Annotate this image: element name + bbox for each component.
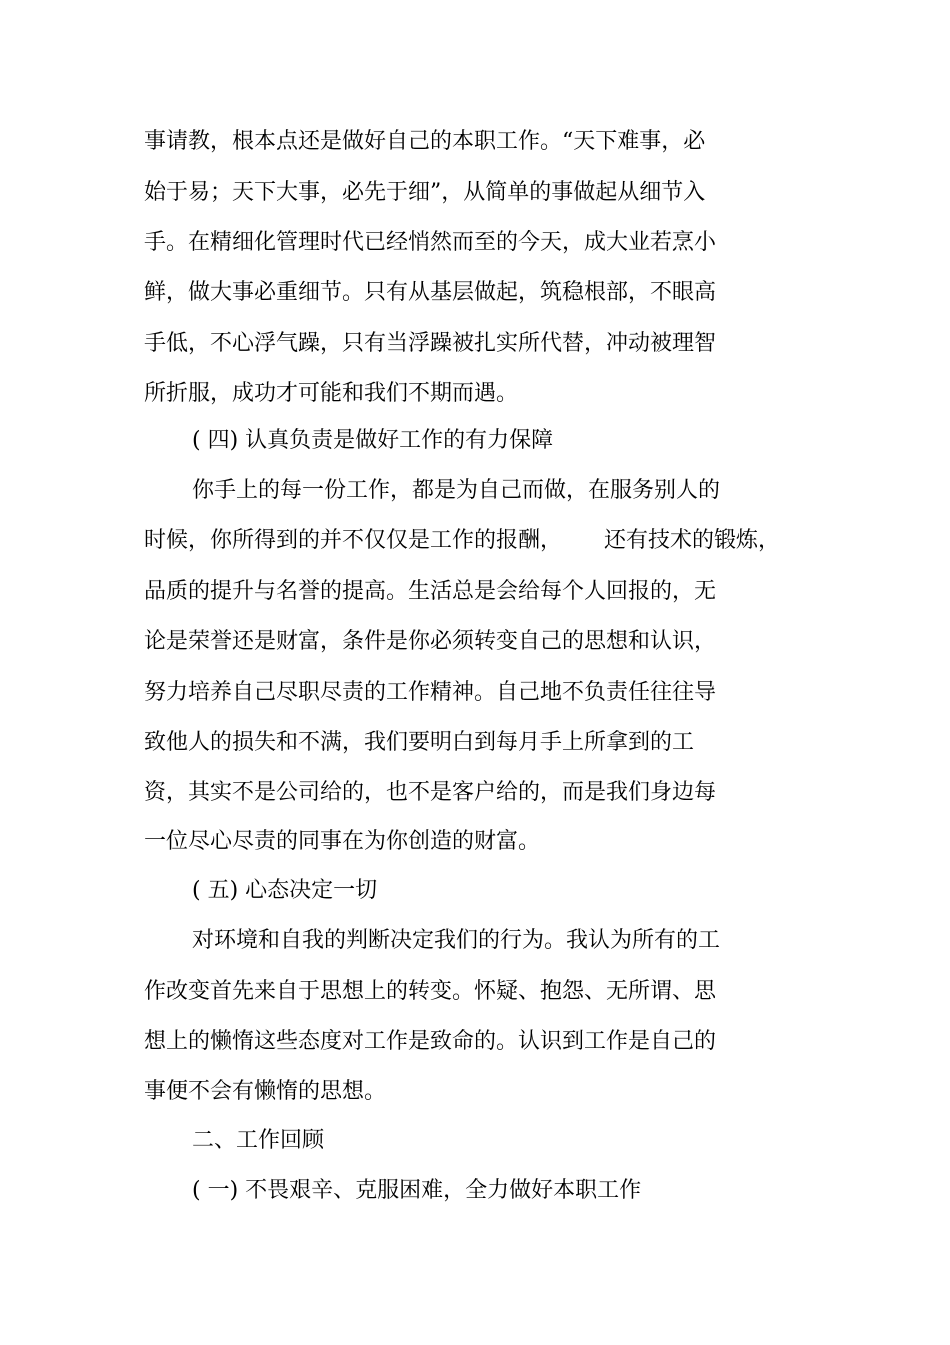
text-line: 一位尽心尽责的同事在为你创造的财富。: [144, 829, 541, 854]
text-line: 所折服，成功才可能和我们不期而遇。: [144, 381, 519, 406]
text-line: 事便不会有懒惰的思想。: [144, 1079, 387, 1104]
text-line: 资，其实不是公司给的，也不是客户给的，而是我们身边每: [144, 780, 717, 805]
text-line: 作改变首先来自于思想上的转变。怀疑、抱怨、无所谓、思: [144, 979, 717, 1004]
text-line: 致他人的损失和不满，我们要明白到每月手上所拿到的工: [144, 730, 695, 755]
text-line: 品质的提升与名誉的提高。生活总是会给每个人回报的，无: [144, 579, 717, 604]
section-heading: ( 四) 认真负责是做好工作的有力保障: [192, 428, 554, 453]
text-line: 事请教，根本点还是做好自己的本职工作。“天下难事，必: [144, 129, 706, 154]
text-line: 鲜，做大事必重细节。只有从基层做起，筑稳根部，不眼高: [144, 280, 717, 305]
text-line: 始于易；天下大事，必先于细”，从简单的事做起从细节入: [144, 180, 706, 205]
text-line: 时候，你所得到的并不仅仅是工作的报酬， 还有技术的锻炼，: [144, 528, 780, 553]
section-heading: ( 一) 不畏艰辛、克服困难，全力做好本职工作: [192, 1178, 642, 1203]
text-line: 手。在精细化管理时代已经悄然而至的今天，成大业若烹小: [144, 230, 717, 255]
text-line: 你手上的每一份工作，都是为自己而做，在服务别人的: [192, 478, 721, 503]
section-heading: 二、工作回顾: [192, 1128, 325, 1153]
text-line: 想上的懒惰这些态度对工作是致命的。认识到工作是自己的: [144, 1029, 717, 1054]
section-heading: ( 五) 心态决定一切: [192, 878, 378, 903]
text-line: 论是荣誉还是财富，条件是你必须转变自己的思想和认识，: [144, 629, 717, 654]
text-line: 努力培养自己尽职尽责的工作精神。自己地不负责任往往导: [144, 680, 717, 705]
text-line: 手低，不心浮气躁，只有当浮躁被扎实所代替，冲动被理智: [144, 331, 717, 356]
text-line: 对环境和自我的判断决定我们的行为。我认为所有的工: [192, 928, 721, 953]
